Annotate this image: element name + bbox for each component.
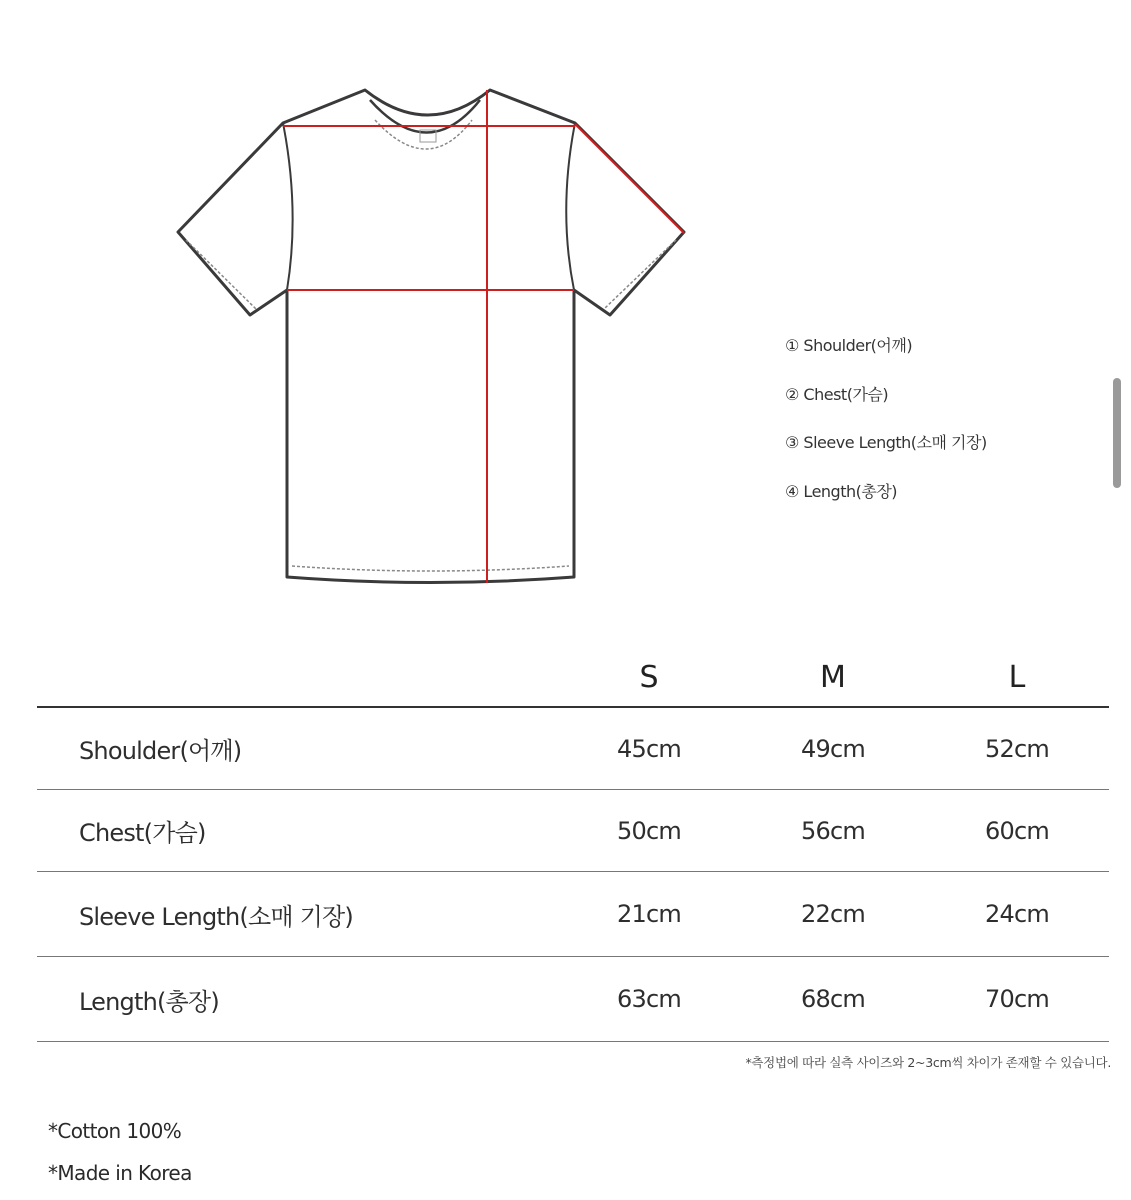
table-row (37, 957, 1109, 1042)
cell-value: 45cm (617, 734, 681, 763)
size-header-row (37, 648, 1109, 707)
tshirt-measurement-diagram (170, 80, 695, 590)
cell-value: 63cm (617, 985, 681, 1013)
size-chart-table (37, 648, 1109, 1042)
cell-value: 50cm (617, 816, 681, 845)
cell-value: 21cm (617, 900, 681, 928)
cell-value: 49cm (801, 734, 865, 763)
cell-value: 68cm (801, 985, 865, 1013)
cell-value: 24cm (985, 900, 1049, 928)
size-header-l: L (1008, 659, 1026, 695)
legend-item: ② Chest(가슴) (785, 384, 889, 404)
row-label: Shoulder(어깨) (79, 737, 242, 765)
cell-value: 52cm (985, 734, 1049, 763)
scrollbar-thumb[interactable] (1113, 378, 1121, 488)
measurement-legend (785, 333, 987, 527)
cell-value: 60cm (985, 816, 1049, 845)
legend-item: ④ Length(총장) (785, 481, 898, 501)
cell-value: 56cm (801, 816, 865, 845)
cell-value: 70cm (985, 985, 1049, 1013)
table-row (37, 872, 1109, 957)
header-blank (37, 648, 557, 707)
row-label: Length(총장) (79, 987, 219, 1016)
material-info: *Cotton 100% (48, 1119, 182, 1143)
row-label: Chest(가슴) (79, 819, 206, 847)
table-row (37, 707, 1109, 790)
origin-info: *Made in Korea (48, 1161, 192, 1185)
cell-value: 22cm (801, 900, 865, 928)
row-label: Sleeve Length(소매 기장) (79, 902, 353, 931)
legend-item: ① Shoulder(어깨) (785, 336, 913, 355)
size-header-s: S (639, 659, 659, 695)
tshirt-outline (178, 90, 684, 583)
measurement-note: *측정법에 따라 실측 사이즈와 2~3cm씩 차이가 존재할 수 있습니다. (745, 1055, 1111, 1070)
size-header-m: M (820, 659, 846, 695)
table-row (37, 790, 1109, 872)
legend-item: ③ Sleeve Length(소매 기장) (785, 433, 987, 452)
